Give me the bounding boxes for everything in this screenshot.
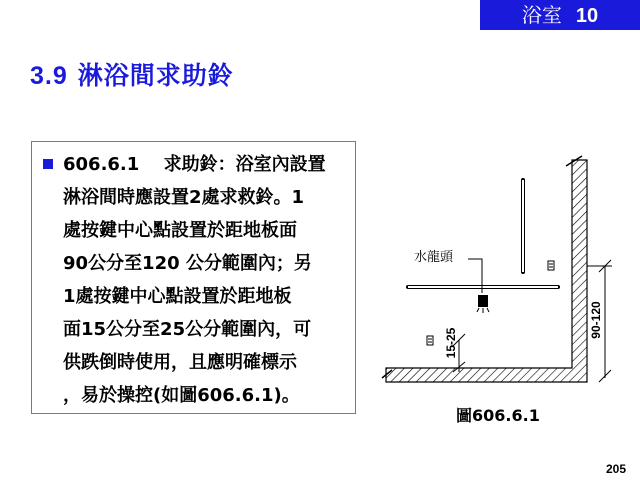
body-line: 90公分至120 公分範圍內；另 (63, 253, 312, 274)
dim-low-label: 15-25 (444, 327, 458, 359)
body-line: 606.6.1 求助鈴：浴室內設置 (63, 154, 326, 175)
chapter-number: 10 (575, 5, 599, 27)
faucet-icon (477, 295, 489, 313)
chapter-name: 浴室 (521, 3, 562, 27)
page-number: 205 (606, 462, 627, 476)
dim-high-label: 90-120 (589, 301, 603, 339)
body-line: 淋浴間時應設置2處求救鈴。1 (63, 187, 305, 208)
body-line: ，易於操控(如圖606.6.1)。 (63, 385, 300, 406)
call-button-high (548, 261, 554, 270)
body-line: 處按鍵中心點設置於距地板面 (63, 220, 297, 241)
figure-caption: 圖606.6.1 (456, 406, 540, 425)
faucet-label: 水龍頭 (414, 250, 454, 265)
call-button-low (427, 336, 433, 345)
body-line: 1處按鍵中心點設置於距地板 (63, 286, 292, 307)
body-line: 供跌倒時使用，且應明確標示 (63, 352, 297, 373)
body-line: 面15公分至25公分範圍內，可 (63, 319, 312, 340)
wall-and-floor (386, 160, 587, 382)
section-number: 3.9 (30, 62, 68, 90)
section-title: 淋浴間求助鈴 (77, 61, 234, 90)
